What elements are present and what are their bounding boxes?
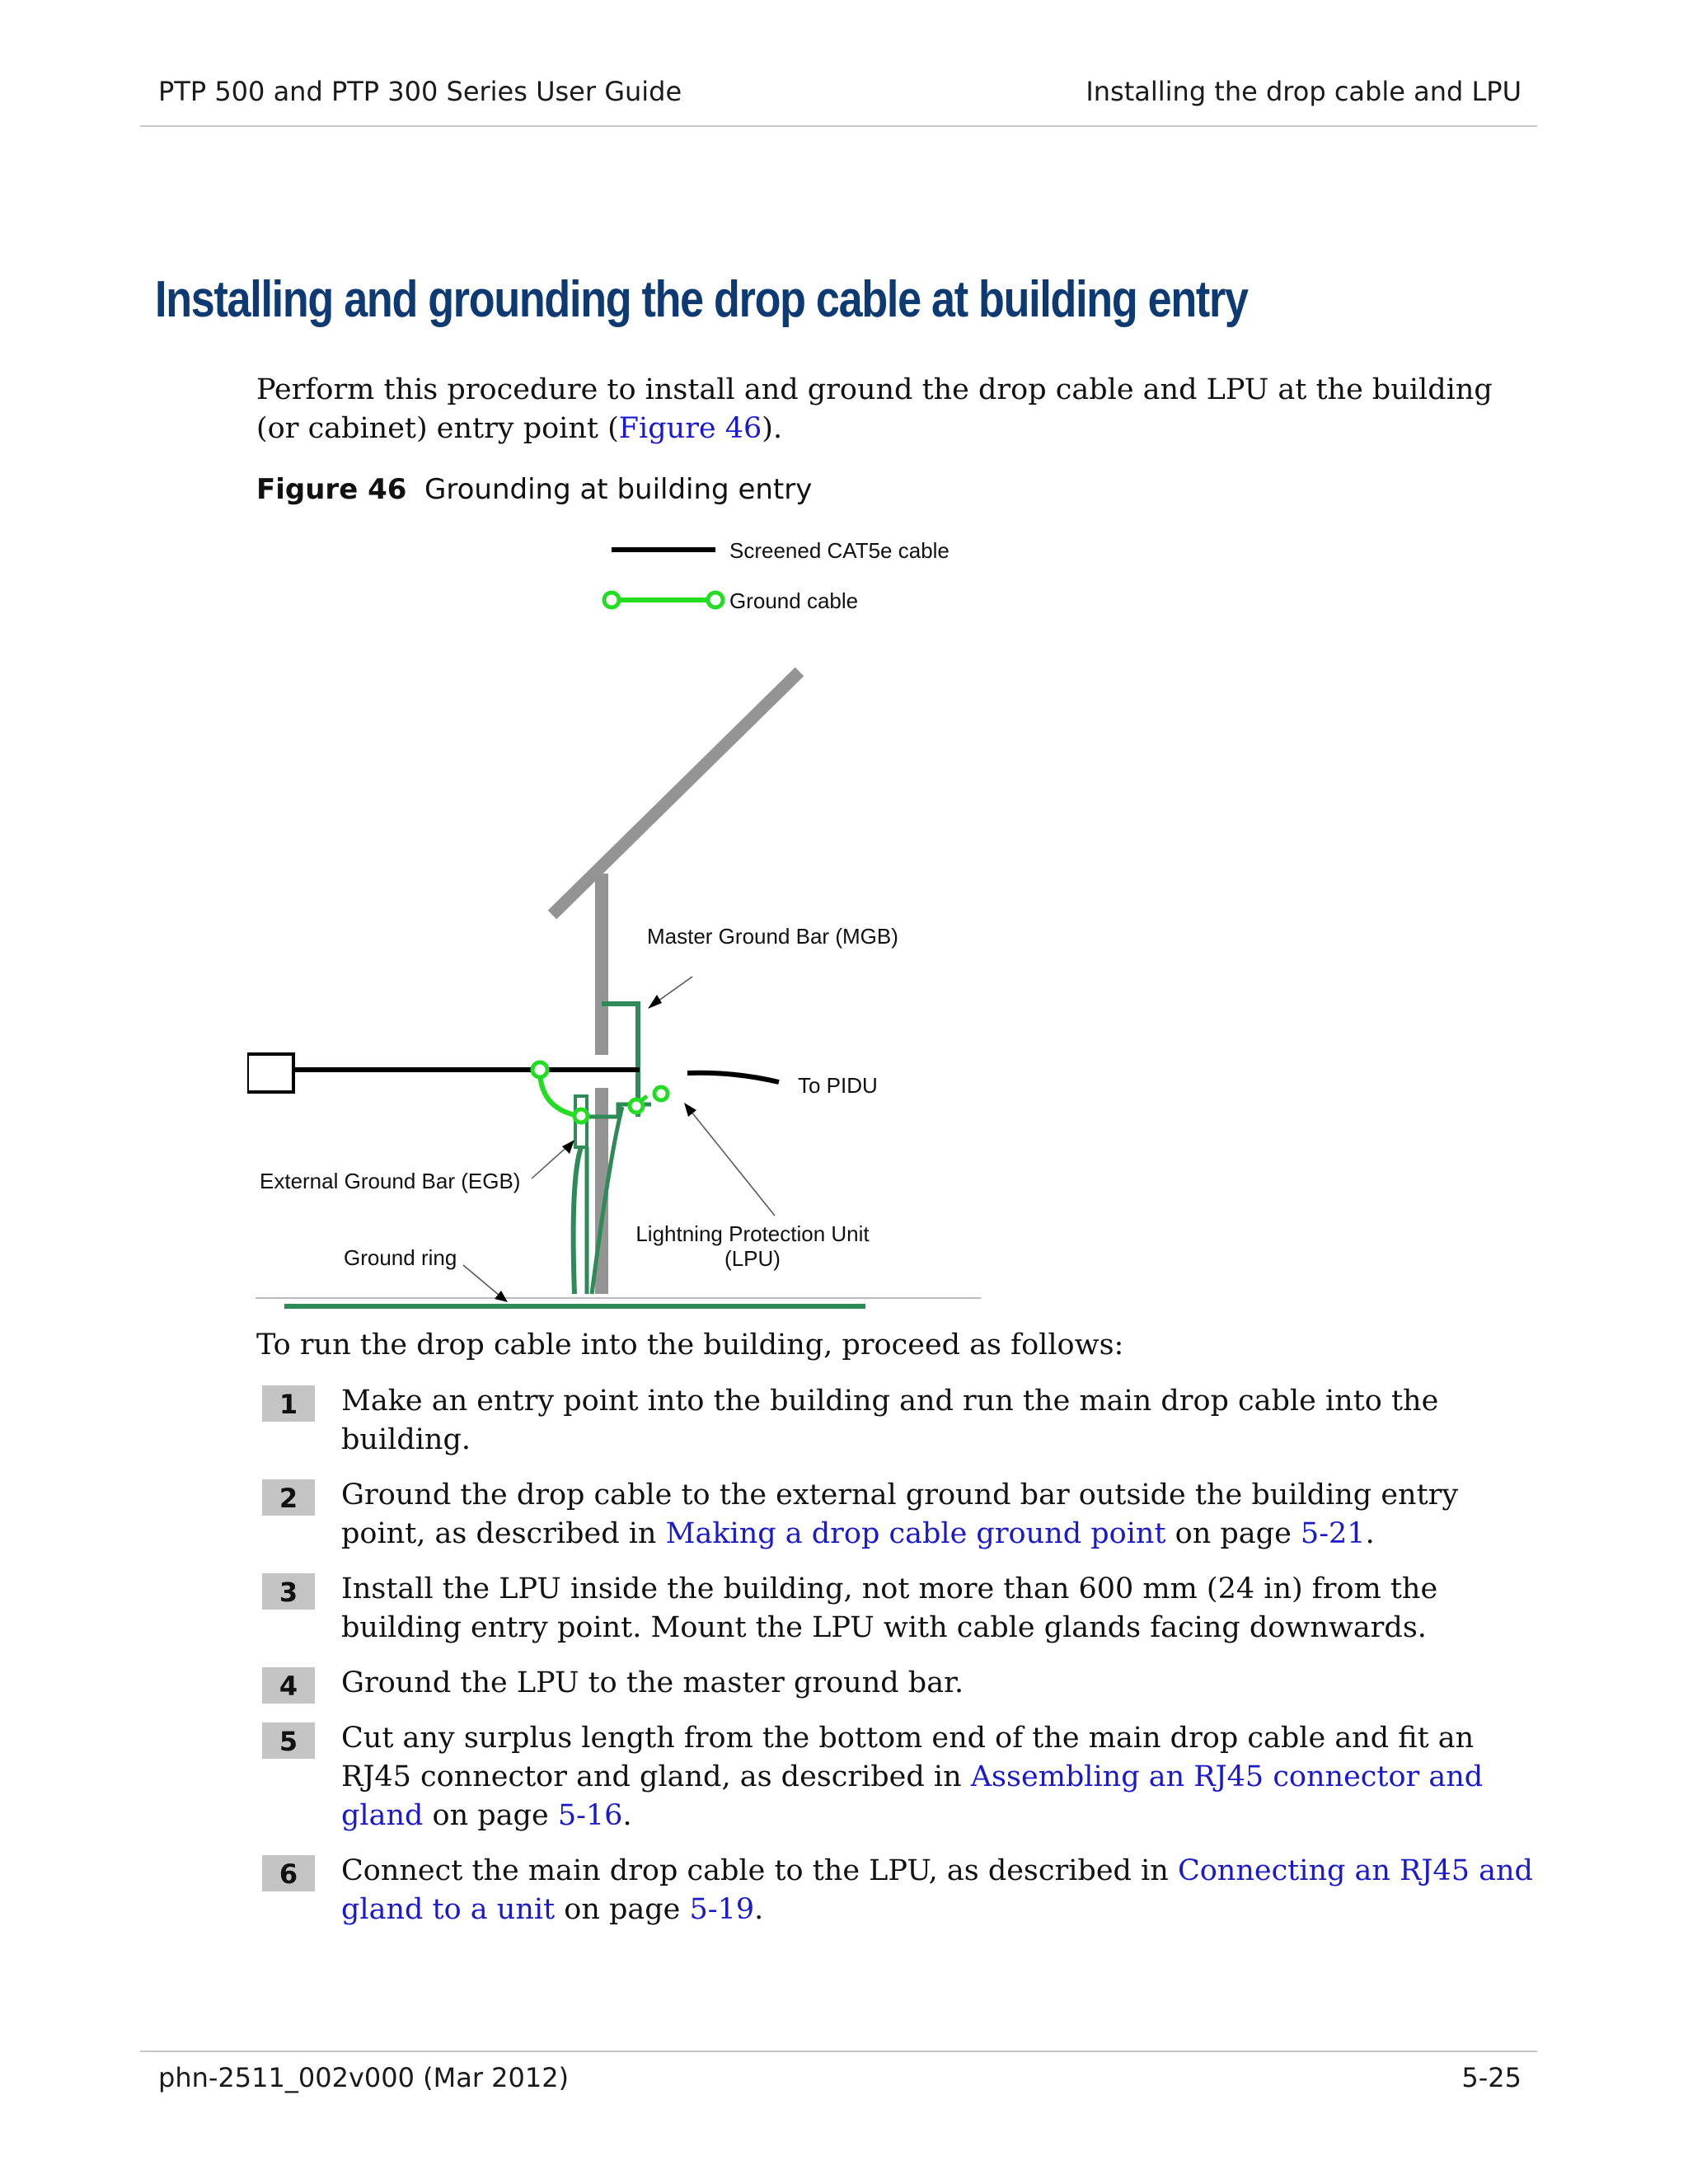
step-text-part: .: [1365, 1517, 1375, 1550]
ground-ring-label: Ground ring: [344, 1245, 457, 1270]
step-text: Install the LPU inside the building, not more than 600 mm (24 in) from the building entry point. Mount the LPU with cable glands facing downwards.: [341, 1572, 1438, 1644]
egb-to-ground-ring-wire: [574, 1147, 581, 1294]
lpu-label-line1: Lightning Protection Unit: [635, 1221, 870, 1246]
to-pidu-label: To PIDU: [798, 1073, 878, 1098]
legend-ground-node-right: [708, 593, 723, 607]
intro-text-before: Perform this procedure to install and ground the drop cable and LPU at the building (or cabinet) entry point (: [256, 373, 1493, 445]
running-header-title: PTP 500 and PTP 300 Series User Guide: [158, 76, 682, 107]
lpu-ground-node-2: [654, 1087, 668, 1100]
ground-point-link[interactable]: Making a drop cable ground point: [665, 1517, 1166, 1550]
procedure-lead-in: To run the drop cable into the building, proceed as follows:: [256, 1329, 1124, 1361]
header-rule: [140, 125, 1537, 127]
lpu-label-line2: (LPU): [724, 1246, 781, 1271]
egb-ground-node: [574, 1109, 588, 1122]
lpu-leader: [687, 1107, 775, 1216]
step-text: [341, 1852, 1545, 1929]
step-text: Make an entry point into the building and run the main drop cable into the building.: [341, 1385, 1439, 1456]
step-text-part: Cut any surplus length from the bottom end of the main drop cable and fit an RJ45 connector and gland, as described in: [341, 1722, 1475, 1793]
rj45-connector-link[interactable]: Assembling an RJ45 connector and gland: [341, 1760, 1484, 1832]
legend-ground-node-left: [604, 593, 619, 607]
footer-rule: [140, 2050, 1537, 2052]
mgb-label: Master Ground Bar (MGB): [647, 924, 898, 949]
step-text-part: on page: [423, 1799, 558, 1832]
grounding-diagram: [247, 527, 989, 1310]
section-title: Installing and grounding the drop cable at building entry: [155, 271, 1248, 328]
rj45-gland-unit-link[interactable]: Connecting an RJ45 and gland to a unit: [341, 1854, 1533, 1926]
step-text-part: on page: [1165, 1517, 1301, 1550]
mgb-arrowhead: [648, 995, 662, 1009]
lpu-arrowhead: [684, 1103, 696, 1117]
roof-line: [552, 672, 799, 915]
step-number: 3: [262, 1573, 315, 1610]
step-number: 2: [262, 1479, 315, 1516]
legend-ground-cable-label: Ground cable: [729, 588, 859, 613]
cable-to-pidu: [687, 1073, 779, 1082]
figure-caption: [256, 473, 812, 506]
step-number: 5: [262, 1722, 315, 1759]
intro-text-after: ).: [762, 412, 783, 445]
step-text: [341, 1719, 1545, 1835]
page-5-21-link[interactable]: 5-21: [1300, 1517, 1366, 1550]
running-header-section: Installing the drop cable and LPU: [1085, 76, 1522, 107]
drop-cable-ground-node: [532, 1062, 547, 1077]
page-number: 5-25: [1461, 2062, 1522, 2093]
page-5-19-link[interactable]: 5-19: [689, 1893, 755, 1926]
egb-arrowhead: [562, 1140, 574, 1154]
intro-paragraph: [256, 371, 1526, 448]
step-text-part: on page: [555, 1893, 690, 1926]
step-text: Ground the LPU to the master ground bar.: [341, 1666, 964, 1699]
legend-screened-cable-label: Screened CAT5e cable: [729, 538, 950, 563]
step-text-part: .: [754, 1893, 764, 1926]
step-text-part: Connect the main drop cable to the LPU, as described in: [341, 1854, 1178, 1887]
page-5-16-link[interactable]: 5-16: [557, 1799, 623, 1832]
step-text-part: Ground the drop cable to the external ground bar outside the building entry point, as described in: [341, 1479, 1459, 1550]
lpu-box: [247, 1054, 293, 1092]
egb-label: External Ground Bar (EGB): [260, 1169, 521, 1193]
step-number: 1: [262, 1385, 315, 1422]
step-number: 4: [262, 1667, 315, 1704]
document-id: phn-2511_002v000 (Mar 2012): [158, 2062, 570, 2093]
lpu-ground-node-1: [630, 1099, 643, 1113]
step-number: 6: [262, 1855, 315, 1891]
step-text-part: .: [622, 1799, 632, 1832]
figure-46-link[interactable]: Figure 46: [618, 412, 762, 445]
step-text: [341, 1476, 1545, 1554]
figure-caption-text: Grounding at building entry: [424, 473, 813, 506]
figure-number: Figure 46: [256, 473, 407, 506]
